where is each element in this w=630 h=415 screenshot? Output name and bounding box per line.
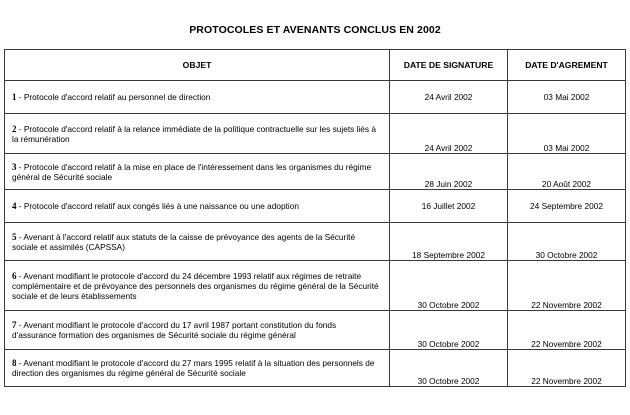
table-header-row xyxy=(5,50,626,81)
row-number: 1 xyxy=(12,92,17,102)
row-text: - Protocole d'accord relatif à la relance immédiate de la politique contractuelle sur les sujets liés à la rémunération xyxy=(12,123,376,144)
row-date-signature: 28 Juin 2002 xyxy=(390,154,508,190)
row-number: 2 xyxy=(12,123,17,134)
row-date-agrement: 22 Novembre 2002 xyxy=(508,350,626,387)
table-row xyxy=(5,190,626,223)
table-row xyxy=(5,154,626,190)
row-number: 3 xyxy=(12,161,17,172)
row-objet xyxy=(5,311,390,350)
row-objet xyxy=(5,114,390,154)
row-objet xyxy=(5,190,390,223)
row-objet xyxy=(5,223,390,261)
document-title: PROTOCOLES ET AVENANTS CONCLUS EN 2002 xyxy=(189,24,441,36)
table-row xyxy=(5,261,626,311)
row-date-signature: 24 Avril 2002 xyxy=(390,114,508,154)
protocols-table xyxy=(4,49,626,387)
row-date-signature: 18 Septembre 2002 xyxy=(390,223,508,261)
row-text: - Protocole d'accord relatif aux congés liés à une naissance ou une adoption xyxy=(16,201,299,211)
row-date-signature: 30 Octobre 2002 xyxy=(390,311,508,350)
row-date-agrement: 30 Octobre 2002 xyxy=(508,223,626,261)
row-objet xyxy=(5,350,390,387)
row-number: 4 xyxy=(12,201,17,211)
table-row xyxy=(5,223,626,261)
row-text: - Avenant modifiant le protocole d'accord du 24 décembre 1993 relatif aux régimes de retraite complémentaire et de prévoyance des personnels des organismes du régime général de la Sécurité sociale et de leurs établissements xyxy=(12,270,379,301)
row-date-signature: 30 Octobre 2002 xyxy=(390,350,508,387)
row-number: 7 xyxy=(12,320,17,330)
header-date-agrement: DATE D'AGREMENT xyxy=(508,50,626,81)
row-number: 6 xyxy=(12,270,17,281)
table-row xyxy=(5,311,626,350)
row-date-signature: 24 Avril 2002 xyxy=(390,81,508,114)
row-text: - Avenant modifiant le protocole d'accord du 17 avril 1987 portant constitution du fonds d'assurance formation des organismes de Sécurité sociale du régime général xyxy=(12,320,337,340)
row-text: - Avenant à l'accord relatif aux statuts de la caisse de prévoyance des agents de la Sécurité sociale et assimilés (CAPSSA) xyxy=(12,231,356,252)
row-text: - Avenant modifiant le protocole d'accord du 27 mars 1995 relatif à la situation des personnels de direction des organismes du régime général de Sécurité sociale xyxy=(12,358,375,378)
row-text: - Protocole d'accord relatif à la mise en place de l'intéressement dans les organismes du régime général de Sécurité sociale xyxy=(12,161,372,182)
row-objet xyxy=(5,81,390,114)
row-date-agrement: 22 Novembre 2002 xyxy=(508,261,626,311)
row-number: 5 xyxy=(12,231,17,242)
row-date-signature: 16 Juillet 2002 xyxy=(390,190,508,223)
row-objet xyxy=(5,261,390,311)
row-date-agrement: 24 Septembre 2002 xyxy=(508,190,626,223)
header-objet: OBJET xyxy=(5,50,390,81)
row-text: - Protocole d'accord relatif au personnel de direction xyxy=(16,92,211,102)
row-number: 8 xyxy=(12,358,17,368)
header-date-signature: DATE DE SIGNATURE xyxy=(390,50,508,81)
table-row xyxy=(5,81,626,114)
row-date-signature: 30 Octobre 2002 xyxy=(390,261,508,311)
row-objet xyxy=(5,154,390,190)
row-date-agrement: 03 Mai 2002 xyxy=(508,114,626,154)
table-row xyxy=(5,114,626,154)
row-date-agrement: 20 Août 2002 xyxy=(508,154,626,190)
row-date-agrement: 03 Mai 2002 xyxy=(508,81,626,114)
table-row xyxy=(5,350,626,387)
row-date-agrement: 22 Novembre 2002 xyxy=(508,311,626,350)
